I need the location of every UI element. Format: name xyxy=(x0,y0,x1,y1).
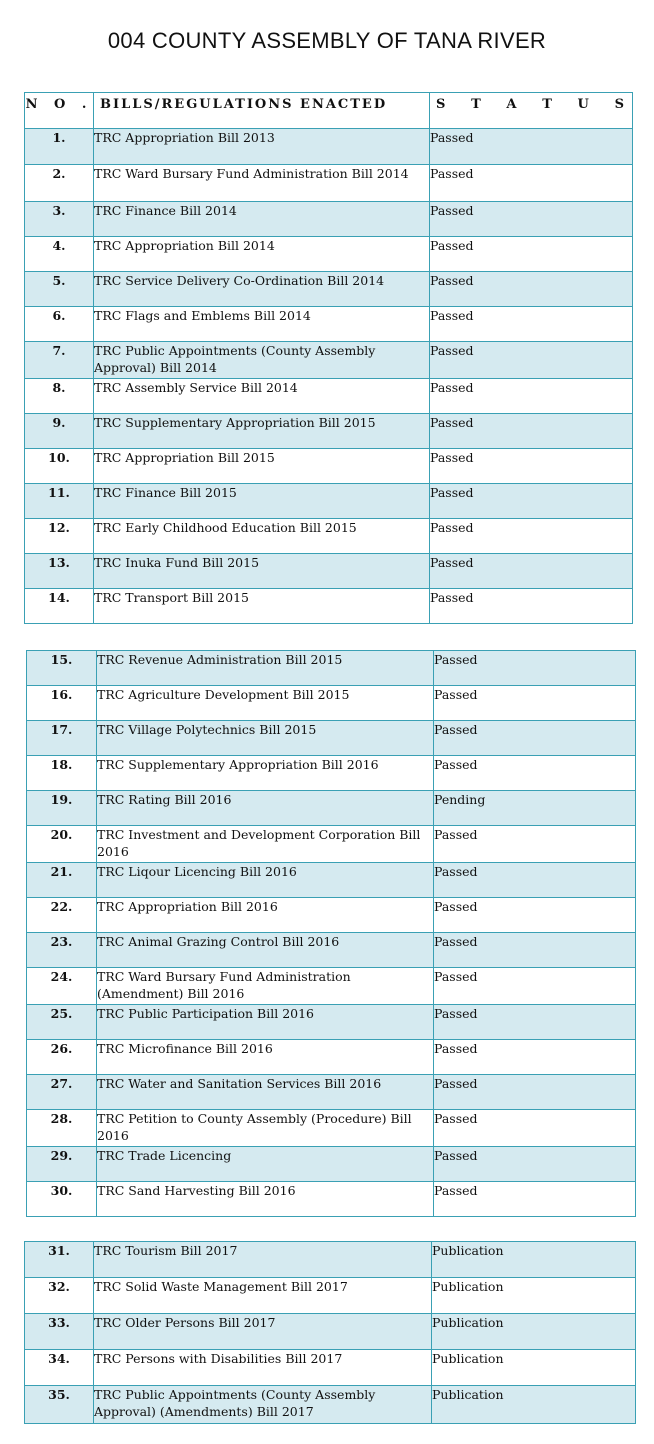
bill-name: TRC Public Participation Bill 2016 xyxy=(97,1005,434,1040)
bill-name: TRC Appropriation Bill 2016 xyxy=(97,898,434,933)
table-row xyxy=(25,554,633,589)
row-number: 22. xyxy=(27,898,97,933)
bill-name: TRC Persons with Disabilities Bill 2017 xyxy=(94,1350,432,1386)
bill-name: TRC Finance Bill 2015 xyxy=(94,484,430,519)
row-number: 26. xyxy=(27,1040,97,1075)
row-number: 4. xyxy=(25,237,94,272)
table-row xyxy=(27,898,636,933)
table-row xyxy=(25,449,633,484)
bill-status: Passed xyxy=(434,756,636,791)
row-number: 27. xyxy=(27,1075,97,1110)
row-number: 15. xyxy=(27,651,97,686)
bill-name: TRC Rating Bill 2016 xyxy=(97,791,434,826)
row-number: 21. xyxy=(27,863,97,898)
table-row xyxy=(27,721,636,756)
table-row xyxy=(25,237,633,272)
header-status xyxy=(430,93,633,129)
bill-status: Passed xyxy=(434,863,636,898)
row-number: 24. xyxy=(27,968,97,1005)
table-row xyxy=(27,968,636,1005)
header-status-letter: T xyxy=(542,97,552,112)
bill-name: TRC Finance Bill 2014 xyxy=(94,202,430,237)
row-number: 17. xyxy=(27,721,97,756)
table-row xyxy=(25,379,633,414)
row-number: 30. xyxy=(27,1182,97,1217)
table-row xyxy=(25,129,633,165)
bill-status: Passed xyxy=(430,519,633,554)
bill-status: Passed xyxy=(430,165,633,202)
bill-status: Passed xyxy=(434,933,636,968)
table-row xyxy=(25,202,633,237)
table-row xyxy=(27,756,636,791)
bill-name: TRC Petition to County Assembly (Procedure) Bill 2016 xyxy=(97,1110,434,1147)
bill-name: TRC Microfinance Bill 2016 xyxy=(97,1040,434,1075)
bill-status: Passed xyxy=(434,721,636,756)
table-row xyxy=(25,519,633,554)
bill-status: Pending xyxy=(434,791,636,826)
table-row xyxy=(25,272,633,307)
bill-name: TRC Flags and Emblems Bill 2014 xyxy=(94,307,430,342)
bill-status: Passed xyxy=(434,1182,636,1217)
bill-status: Passed xyxy=(430,272,633,307)
table-row xyxy=(25,307,633,342)
table-header-row xyxy=(25,93,633,129)
row-number: 20. xyxy=(27,826,97,863)
header-status-letter: T xyxy=(471,97,481,112)
table-row xyxy=(27,863,636,898)
table-row xyxy=(25,1386,636,1424)
bill-name: TRC Appropriation Bill 2013 xyxy=(94,129,430,165)
bill-name: TRC Investment and Development Corporation Bill 2016 xyxy=(97,826,434,863)
table-row xyxy=(25,484,633,519)
row-number: 28. xyxy=(27,1110,97,1147)
bill-status: Publication xyxy=(432,1314,636,1350)
bill-name: TRC Public Appointments (County Assembly Approval) (Amendments) Bill 2017 xyxy=(94,1386,432,1424)
row-number: 34. xyxy=(25,1350,94,1386)
table-row xyxy=(25,1278,636,1314)
table-row xyxy=(27,651,636,686)
bill-status: Passed xyxy=(430,342,633,379)
bill-name: TRC Early Childhood Education Bill 2015 xyxy=(94,519,430,554)
row-number: 12. xyxy=(25,519,94,554)
table-row xyxy=(27,1075,636,1110)
bill-name: TRC Appropriation Bill 2015 xyxy=(94,449,430,484)
row-number: 16. xyxy=(27,686,97,721)
row-number: 13. xyxy=(25,554,94,589)
bill-status: Passed xyxy=(434,1147,636,1182)
table-row xyxy=(27,1040,636,1075)
bill-status: Passed xyxy=(430,307,633,342)
bills-table-part-2 xyxy=(26,650,636,1217)
bill-name: TRC Public Appointments (County Assembly Approval) Bill 2014 xyxy=(94,342,430,379)
bill-name: TRC Service Delivery Co-Ordination Bill 2014 xyxy=(94,272,430,307)
bill-status: Passed xyxy=(434,1075,636,1110)
table-row xyxy=(27,826,636,863)
header-status-letter: S xyxy=(614,97,624,112)
row-number: 11. xyxy=(25,484,94,519)
row-number: 6. xyxy=(25,307,94,342)
row-number: 29. xyxy=(27,1147,97,1182)
bill-name: TRC Liqour Licencing Bill 2016 xyxy=(97,863,434,898)
table-row xyxy=(25,165,633,202)
bill-name: TRC Agriculture Development Bill 2015 xyxy=(97,686,434,721)
bill-status: Publication xyxy=(432,1386,636,1424)
row-number: 14. xyxy=(25,589,94,624)
document-title: 004 COUNTY ASSEMBLY OF TANA RIVER xyxy=(107,28,547,53)
bill-name: TRC Revenue Administration Bill 2015 xyxy=(97,651,434,686)
row-number: 5. xyxy=(25,272,94,307)
row-number: 3. xyxy=(25,202,94,237)
bill-name: TRC Village Polytechnics Bill 2015 xyxy=(97,721,434,756)
row-number: 1. xyxy=(25,129,94,165)
row-number: 18. xyxy=(27,756,97,791)
bill-status: Passed xyxy=(430,202,633,237)
bill-status: Publication xyxy=(432,1278,636,1314)
row-number: 23. xyxy=(27,933,97,968)
bill-status: Passed xyxy=(430,379,633,414)
table-row xyxy=(27,686,636,721)
bill-name: TRC Sand Harvesting Bill 2016 xyxy=(97,1182,434,1217)
bill-status: Passed xyxy=(434,1040,636,1075)
row-number: 33. xyxy=(25,1314,94,1350)
header-no: N O . xyxy=(25,93,94,129)
bill-status: Passed xyxy=(434,1005,636,1040)
bill-name: TRC Appropriation Bill 2014 xyxy=(94,237,430,272)
table-row xyxy=(27,1147,636,1182)
header-status-letter: U xyxy=(577,97,589,112)
table-row xyxy=(27,1110,636,1147)
table-row xyxy=(27,1182,636,1217)
table-row xyxy=(25,589,633,624)
table-row xyxy=(27,791,636,826)
bill-name: TRC Animal Grazing Control Bill 2016 xyxy=(97,933,434,968)
bill-name: TRC Supplementary Appropriation Bill 2015 xyxy=(94,414,430,449)
row-number: 8. xyxy=(25,379,94,414)
header-bills: BILLS/REGULATIONS ENACTED xyxy=(94,93,430,129)
bill-status: Passed xyxy=(430,554,633,589)
bill-name: TRC Tourism Bill 2017 xyxy=(94,1242,432,1278)
bill-name: TRC Older Persons Bill 2017 xyxy=(94,1314,432,1350)
bill-status: Passed xyxy=(434,651,636,686)
bill-name: TRC Ward Bursary Fund Administration Bill 2014 xyxy=(94,165,430,202)
bill-status: Passed xyxy=(430,484,633,519)
bill-status: Passed xyxy=(430,129,633,165)
bill-name: TRC Assembly Service Bill 2014 xyxy=(94,379,430,414)
table-row xyxy=(27,1005,636,1040)
row-number: 32. xyxy=(25,1278,94,1314)
bill-name: TRC Trade Licencing xyxy=(97,1147,434,1182)
bill-name: TRC Water and Sanitation Services Bill 2016 xyxy=(97,1075,434,1110)
bill-status: Passed xyxy=(430,414,633,449)
header-status-letter: S xyxy=(436,97,446,112)
bill-name: TRC Solid Waste Management Bill 2017 xyxy=(94,1278,432,1314)
row-number: 9. xyxy=(25,414,94,449)
bill-status: Passed xyxy=(434,686,636,721)
row-number: 10. xyxy=(25,449,94,484)
table-row xyxy=(27,933,636,968)
row-number: 7. xyxy=(25,342,94,379)
bills-table-part-3 xyxy=(24,1241,636,1424)
bills-table-part-1 xyxy=(24,92,633,624)
table-row xyxy=(25,414,633,449)
table-row xyxy=(25,1314,636,1350)
bill-status: Passed xyxy=(434,1110,636,1147)
bill-status: Passed xyxy=(434,968,636,1005)
row-number: 25. xyxy=(27,1005,97,1040)
row-number: 2. xyxy=(25,165,94,202)
bill-name: TRC Transport Bill 2015 xyxy=(94,589,430,624)
bill-status: Passed xyxy=(434,898,636,933)
bill-status: Publication xyxy=(432,1350,636,1386)
bill-status: Passed xyxy=(430,449,633,484)
bill-name: TRC Inuka Fund Bill 2015 xyxy=(94,554,430,589)
bill-name: TRC Ward Bursary Fund Administration (Amendment) Bill 2016 xyxy=(97,968,434,1005)
header-status-letter: A xyxy=(506,97,517,112)
row-number: 31. xyxy=(25,1242,94,1278)
bill-status: Passed xyxy=(430,237,633,272)
table-row xyxy=(25,1350,636,1386)
row-number: 35. xyxy=(25,1386,94,1424)
bill-status: Passed xyxy=(430,589,633,624)
bill-name: TRC Supplementary Appropriation Bill 2016 xyxy=(97,756,434,791)
bill-status: Passed xyxy=(434,826,636,863)
bill-status: Publication xyxy=(432,1242,636,1278)
row-number: 19. xyxy=(27,791,97,826)
table-row xyxy=(25,1242,636,1278)
table-row xyxy=(25,342,633,379)
